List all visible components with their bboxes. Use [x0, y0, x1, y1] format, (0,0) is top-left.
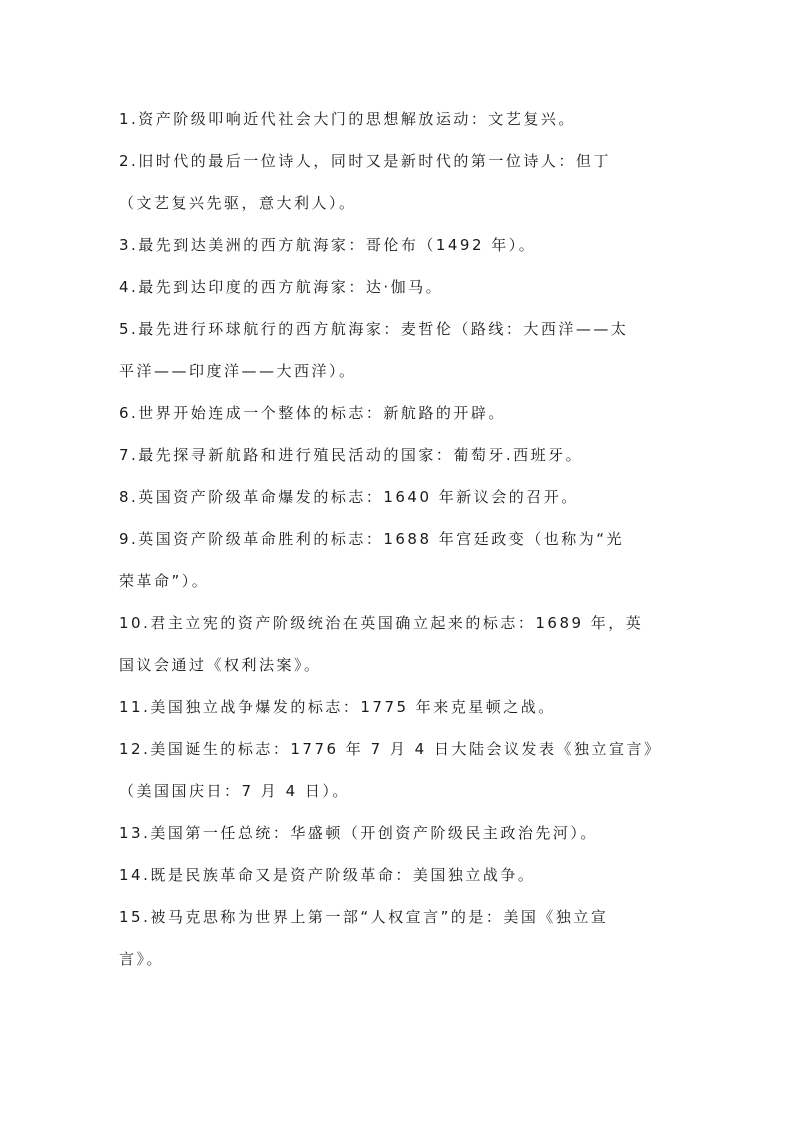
text-line: 10.君主立宪的资产阶级统治在英国确立起来的标志：1689 年，英: [119, 614, 644, 632]
text-line: （文艺复兴先驱，意大利人）。: [119, 194, 357, 212]
text-line: 平洋——印度洋——大西洋）。: [119, 362, 357, 380]
text-line: 5.最先进行环球航行的西方航海家：麦哲伦（路线：大西洋——太: [119, 320, 629, 338]
text-line: 8.英国资产阶级革命爆发的标志：1640 年新议会的召开。: [119, 488, 579, 506]
text-line: 言》。: [119, 950, 165, 968]
text-line: （美国国庆日：7 月 4 日）。: [119, 782, 350, 800]
text-line: 3.最先到达美洲的西方航海家：哥伦布（1492 年）。: [119, 236, 537, 254]
text-line: 2.旧时代的最后一位诗人，同时又是新时代的第一位诗人：但丁: [119, 152, 611, 170]
text-line: 4.最先到达印度的西方航海家：达·伽马。: [119, 278, 444, 296]
text-line: 7.最先探寻新航路和进行殖民活动的国家：葡萄牙.西班牙。: [119, 446, 584, 464]
text-line: 国议会通过《权利法案》。: [119, 656, 322, 674]
text-line: 12.美国诞生的标志：1776 年 7 月 4 日大陆会议发表《独立宣言》: [119, 740, 662, 758]
text-line: 13.美国第一任总统：华盛顿（开创资产阶级民主政治先河）。: [119, 824, 598, 842]
text-line: 11.美国独立战争爆发的标志：1775 年来克星顿之战。: [119, 698, 556, 716]
text-line: 6.世界开始连成一个整体的标志：新航路的开辟。: [119, 404, 506, 422]
text-line: 1.资产阶级叩响近代社会大门的思想解放运动：文艺复兴。: [119, 110, 576, 128]
text-line: 15.被马克思称为世界上第一部“人权宣言”的是：美国《独立宣: [119, 908, 609, 926]
text-line: 9.英国资产阶级革命胜利的标志：1688 年宫廷政变（也称为“光: [119, 530, 625, 548]
text-line: 荣革命”）。: [119, 572, 210, 590]
text-line: 14.既是民族革命又是资产阶级革命：美国独立战争。: [119, 866, 536, 884]
